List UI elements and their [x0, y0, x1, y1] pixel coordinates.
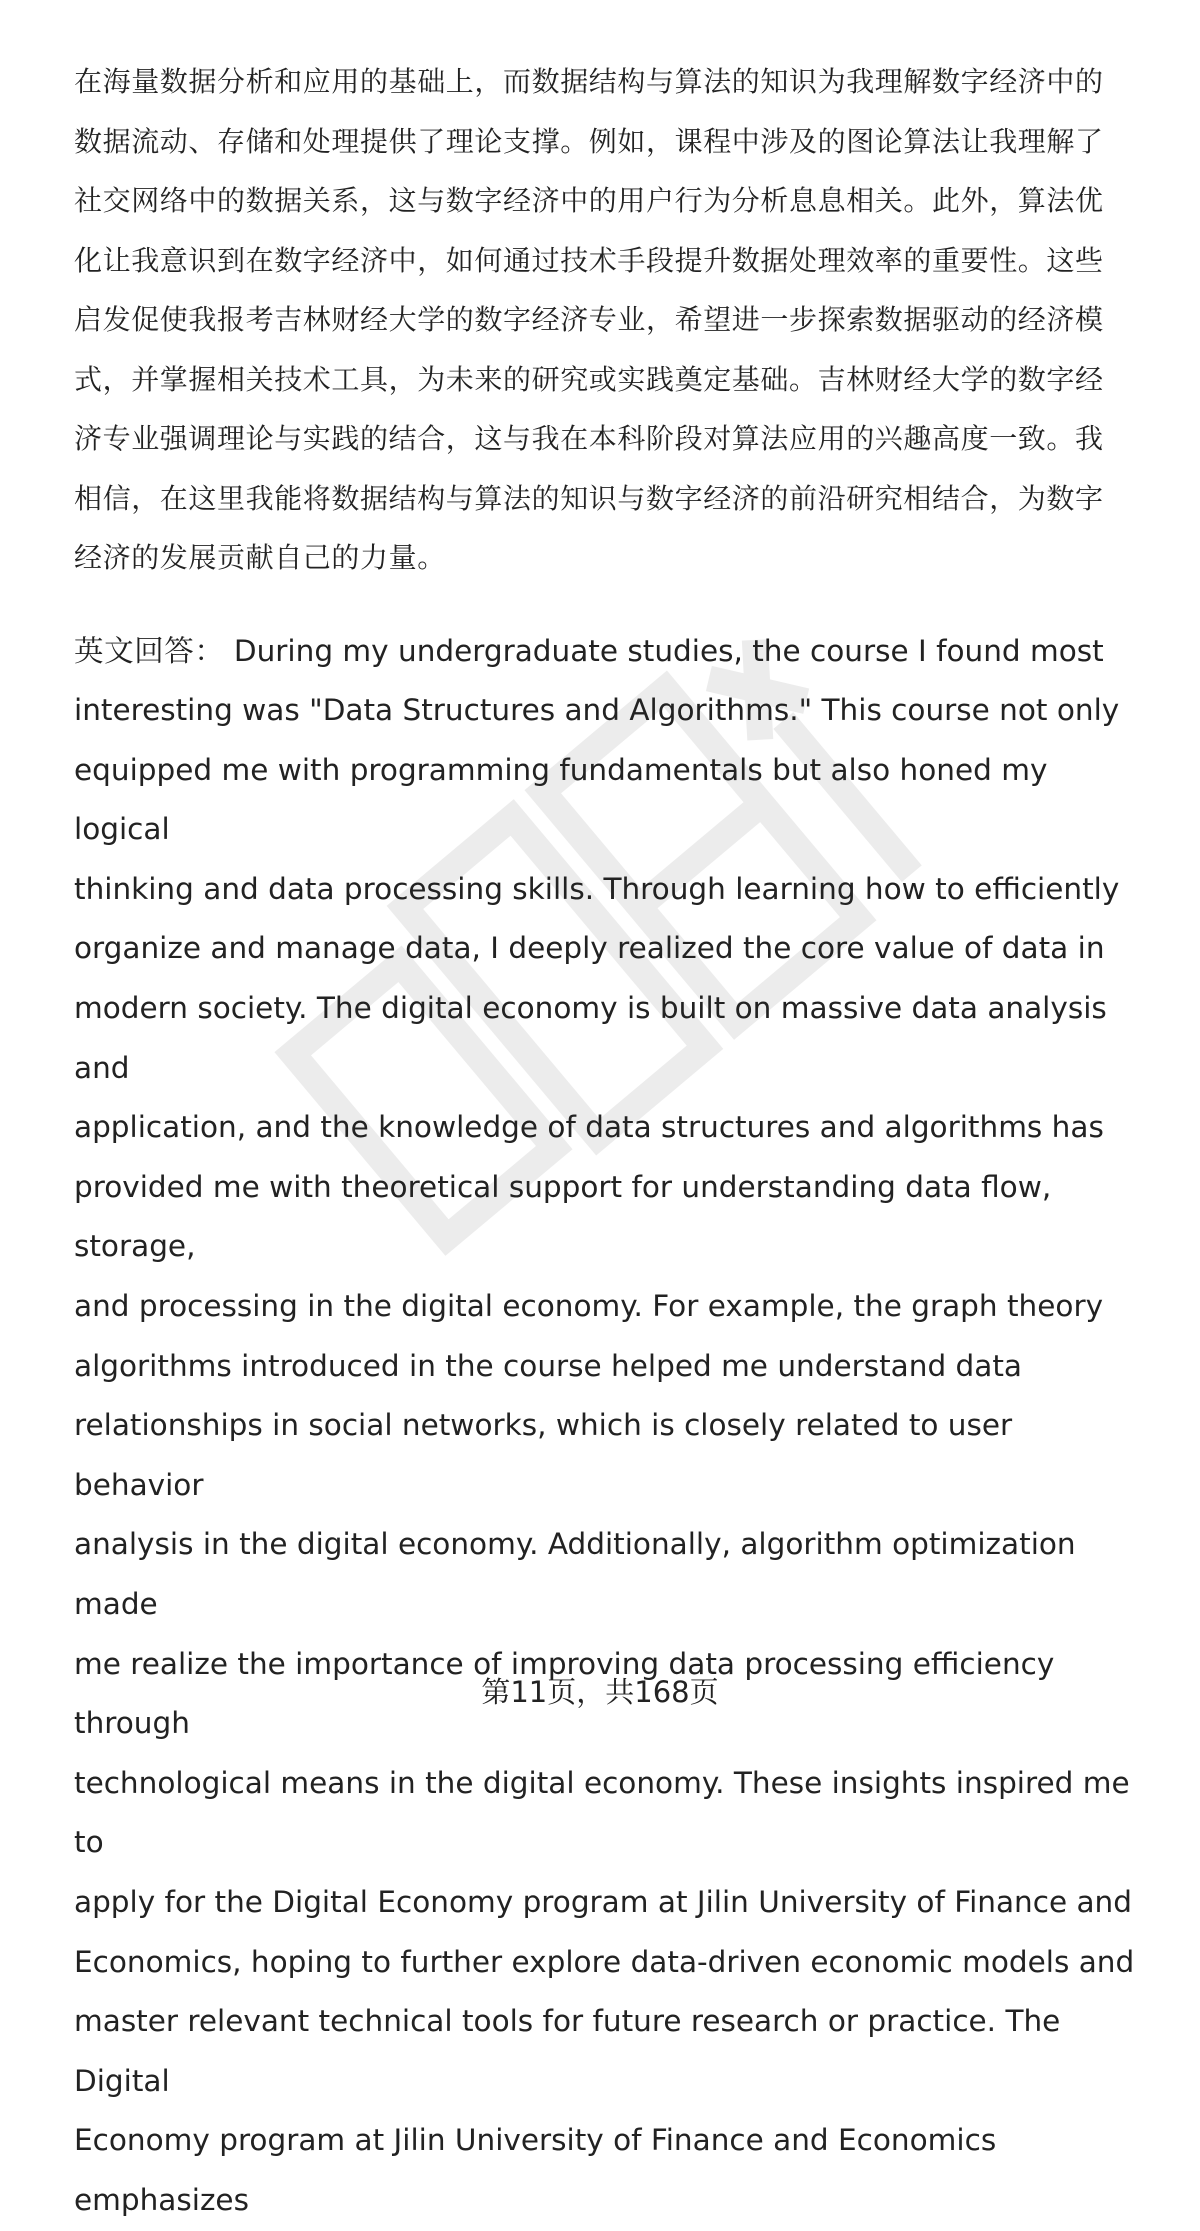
english-answer-text: During my undergraduate studies, the course I found most interesting was "Data Structures and Algorithms." This course not only equipped me with programming fundamentals but also honed my logical thinking and data processing skills. Through learning how to efficiently organize and manage data, I deeply realized the core value of data in modern society. The digital economy is built on massive data analysis and application, and the knowledge of data structures and algorithms has provided me with theoretical support for understanding data flow, storage, and processing in the digital economy. For example, the graph theory algorithms introduced in the course helped me understand data relationships in social networks, which is closely related to user behavior analysis in the digital economy. Additionally, algorithm optimization made me realize the importance of improving data processing efficiency through technological means in the digital economy. These insights inspired me to apply for the Digital Economy program at Jilin University of Finance and Economics, hoping to further explore data-driven economic models and master relevant technical tools for future research or practice. The Digital Economy program at Jilin University of Finance and Economics emphasizes [74, 633, 1135, 2217]
paragraph-chinese: 在海量数据分析和应用的基础上，而数据结构与算法的知识为我理解数字经济中的 数据流动、存储和处理提供了理论支撑。例如，课程中涉及的图论算法让我理解了 社交网络中的数据关系，这与数字经济中的用户行为分析息息相关。此外，算法优 化让我意识到在数字经济中，如何通过技术手段提升数据处理效率的重要性。这些 启发促使我报考吉林财经大学的数字经济专业，希望进一步探索数据驱动的经济模 式，并掌握相关技术工具，为未来的研究或实践奠定基础。吉林财经大学的数字经 济专业强调理论与实践的结合，这与我在本科阶段对算法应用的兴趣高度一致。我 相信，在这里我能将数据结构与算法的知识与数字经济的前沿研究相结合，为数字 经济的发展贡献自己的力量。 [74, 65, 1104, 574]
document-body [74, 52, 1150, 2231]
english-answer-label: 英文回答： [74, 633, 225, 668]
page-number: 第11页，共168页 [481, 1675, 719, 1709]
paragraph-english [74, 622, 1150, 2231]
